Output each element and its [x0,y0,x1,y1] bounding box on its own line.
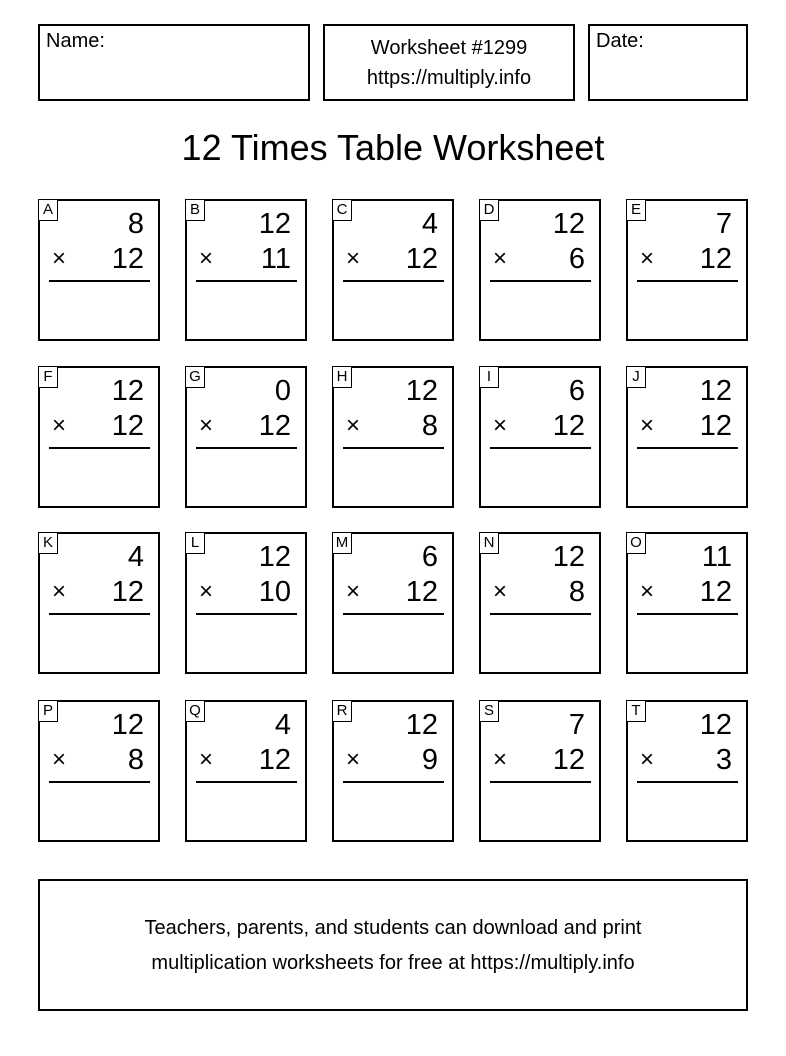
problem-card [332,700,454,842]
worksheet-number: Worksheet #1299 [370,37,528,59]
problem-letter: Q [185,700,205,722]
problem-multiplicand: 12 [258,541,291,573]
problem-card [185,199,307,341]
problem-multiplier: 12 [699,243,732,275]
answer-rule [49,280,150,282]
answer-rule [196,447,297,449]
problem-card [38,366,160,508]
problem-multiplicand: 7 [568,709,585,741]
worksheet-info-box [323,24,575,101]
problem-letter: G [185,366,205,388]
problem-multiplicand: 12 [699,709,732,741]
problem-letter: R [332,700,352,722]
times-sign: × [199,245,214,272]
date-label: Date: [596,30,644,52]
answer-area[interactable] [637,287,738,331]
answer-rule [490,781,591,783]
name-field-box[interactable] [38,24,310,101]
problem-multiplier: 12 [699,576,732,608]
times-sign: × [640,746,655,773]
problem-multiplicand: 6 [568,375,585,407]
problem-multiplicand: 12 [552,541,585,573]
times-sign: × [52,746,67,773]
problem-card [626,366,748,508]
problem-card [38,532,160,674]
answer-area[interactable] [196,620,297,664]
page-title: 12 Times Table Worksheet [181,127,605,168]
problem-letter: F [38,366,58,388]
problem-card [479,532,601,674]
problem-multiplier: 12 [111,243,144,275]
times-sign: × [52,578,67,605]
problem-letter: B [185,199,205,221]
problem-multiplicand: 12 [405,375,438,407]
times-sign: × [493,578,508,605]
problem-letter: A [38,199,58,221]
answer-rule [49,447,150,449]
times-sign: × [346,746,361,773]
problem-card [626,199,748,341]
times-sign: × [346,412,361,439]
answer-area[interactable] [490,454,591,498]
problem-letter: I [479,366,499,388]
answer-rule [637,280,738,282]
problem-letter: M [332,532,352,554]
problem-multiplicand: 8 [127,208,144,240]
problem-multiplier: 12 [258,744,291,776]
problem-card [332,199,454,341]
answer-area[interactable] [196,454,297,498]
problem-letter: T [626,700,646,722]
problem-letter: H [332,366,352,388]
problem-multiplicand: 12 [405,709,438,741]
problem-card [626,700,748,842]
answer-area[interactable] [49,287,150,331]
problem-multiplicand: 0 [274,375,291,407]
times-sign: × [493,245,508,272]
problem-card [38,700,160,842]
answer-area[interactable] [196,287,297,331]
answer-rule [196,280,297,282]
problem-letter: L [185,532,205,554]
answer-rule [490,613,591,615]
problem-multiplier: 3 [715,744,732,776]
answer-rule [49,613,150,615]
problem-multiplicand: 12 [111,709,144,741]
problem-card [626,532,748,674]
answer-area[interactable] [343,454,444,498]
problem-multiplicand: 4 [127,541,144,573]
answer-area[interactable] [490,788,591,832]
answer-rule [637,613,738,615]
answer-area[interactable] [490,287,591,331]
problem-letter: O [626,532,646,554]
answer-rule [49,781,150,783]
problem-multiplier: 12 [258,410,291,442]
problem-multiplicand: 4 [421,208,438,240]
answer-rule [196,613,297,615]
answer-area[interactable] [343,287,444,331]
answer-rule [490,280,591,282]
problem-letter: S [479,700,499,722]
problem-multiplicand: 12 [699,375,732,407]
answer-area[interactable] [49,620,150,664]
problem-card [185,700,307,842]
problem-multiplier: 6 [568,243,585,275]
problem-multiplier: 12 [111,576,144,608]
problem-card [185,366,307,508]
problem-card [185,532,307,674]
problem-multiplier: 12 [111,410,144,442]
problem-card [479,199,601,341]
problem-multiplicand: 12 [111,375,144,407]
times-sign: × [52,412,67,439]
problem-letter: J [626,366,646,388]
problem-multiplier: 12 [405,243,438,275]
answer-area[interactable] [196,788,297,832]
problem-multiplier: 12 [405,576,438,608]
problem-card [332,532,454,674]
answer-area[interactable] [343,788,444,832]
answer-area[interactable] [49,454,150,498]
problem-multiplier: 11 [260,243,291,275]
answer-area[interactable] [343,620,444,664]
footer-box [38,879,748,1011]
date-field-box[interactable] [588,24,748,101]
problem-multiplicand: 4 [274,709,291,741]
answer-rule [343,781,444,783]
worksheet-url: https://multiply.info [366,67,532,89]
problem-multiplier: 8 [568,576,585,608]
times-sign: × [640,578,655,605]
times-sign: × [199,578,214,605]
answer-rule [196,781,297,783]
times-sign: × [640,412,655,439]
problem-multiplier: 10 [258,576,291,608]
problem-card [479,700,601,842]
times-sign: × [199,746,214,773]
problem-multiplier: 12 [699,410,732,442]
problem-multiplier: 12 [552,410,585,442]
answer-area[interactable] [637,620,738,664]
problem-card [332,366,454,508]
answer-rule [637,781,738,783]
answer-area[interactable] [49,788,150,832]
problem-multiplier: 8 [127,744,144,776]
times-sign: × [346,578,361,605]
problem-multiplier: 8 [421,410,438,442]
problem-letter: K [38,532,58,554]
answer-rule [637,447,738,449]
problem-multiplicand: 6 [421,541,438,573]
problem-multiplier: 12 [552,744,585,776]
name-label: Name: [46,30,105,52]
times-sign: × [52,245,67,272]
problem-letter: D [479,199,499,221]
problem-letter: E [626,199,646,221]
problem-card [38,199,160,341]
times-sign: × [640,245,655,272]
problem-letter: N [479,532,499,554]
times-sign: × [493,746,508,773]
footer-line-1: Teachers, parents, and students can download and print [144,917,642,939]
answer-rule [343,613,444,615]
problem-letter: C [332,199,352,221]
answer-area[interactable] [490,620,591,664]
problem-letter: P [38,700,58,722]
times-sign: × [346,245,361,272]
answer-rule [343,280,444,282]
footer-line-2: multiplication worksheets for free at https://multiply.info [151,952,635,974]
answer-area[interactable] [637,454,738,498]
times-sign: × [199,412,214,439]
problem-multiplicand: 7 [715,208,732,240]
problem-multiplier: 9 [421,744,438,776]
answer-rule [343,447,444,449]
problem-multiplicand: 11 [701,541,732,573]
problem-card [479,366,601,508]
problem-multiplicand: 12 [552,208,585,240]
problem-multiplicand: 12 [258,208,291,240]
answer-area[interactable] [637,788,738,832]
answer-rule [490,447,591,449]
times-sign: × [493,412,508,439]
